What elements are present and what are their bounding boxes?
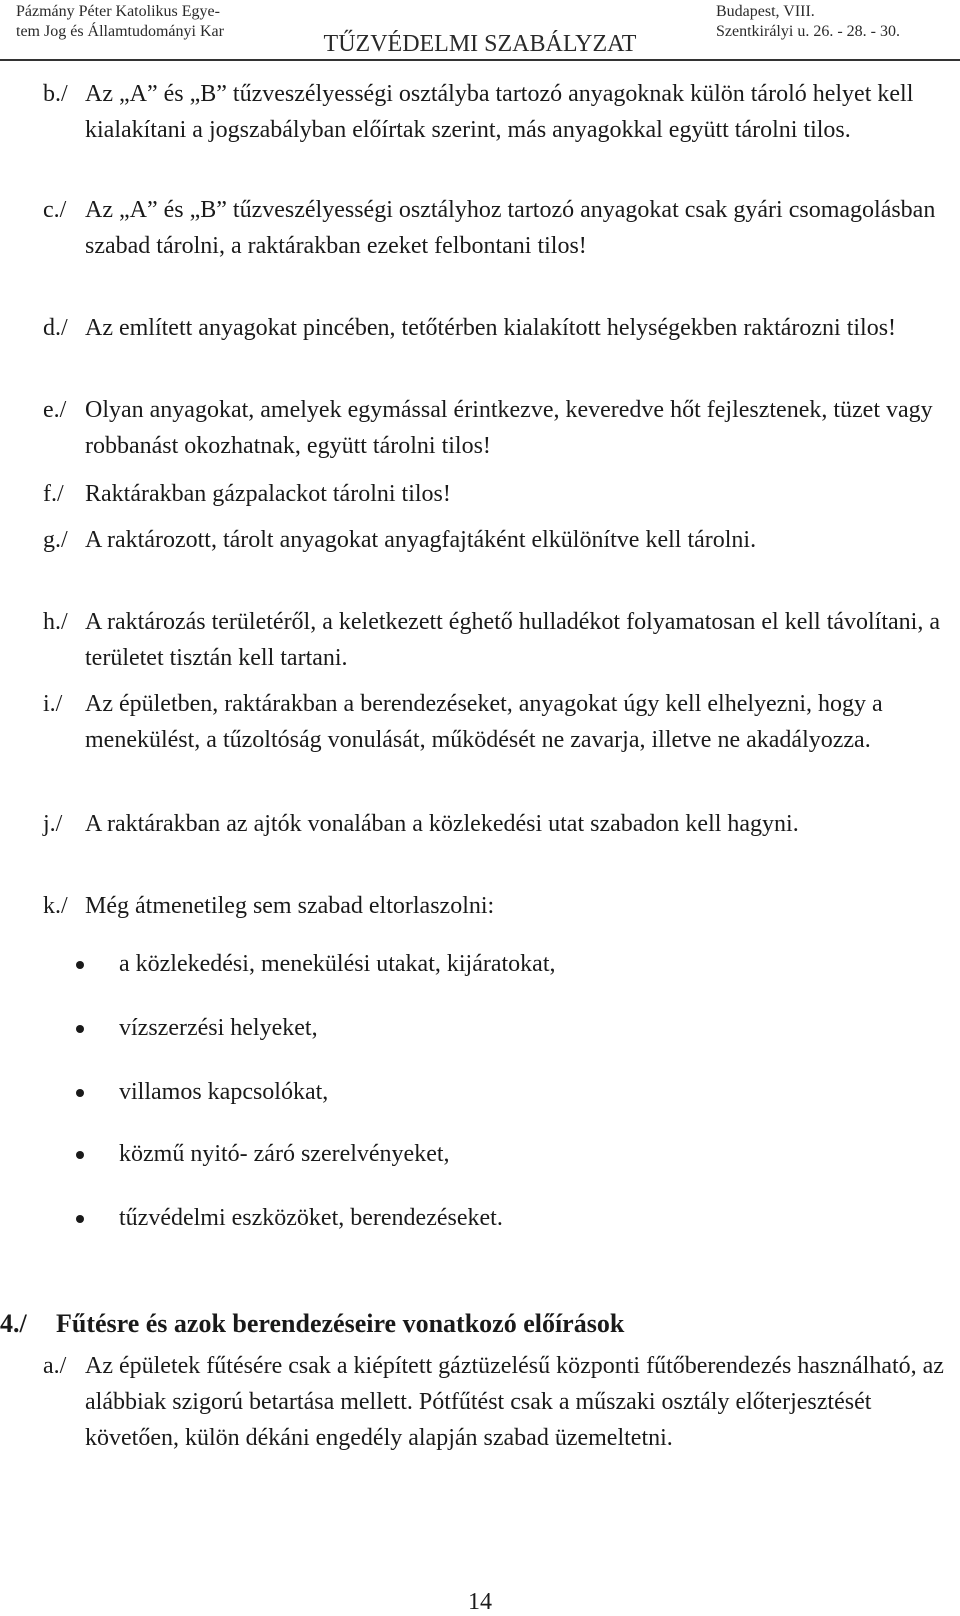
list-item-text: Még átmenetileg sem szabad eltorlaszolni:: [85, 893, 495, 919]
bullet-icon: [76, 1215, 84, 1223]
bullet-text: közmű nyitó- záró szerelvényeket,: [119, 1141, 450, 1167]
list-item-label: k./: [43, 893, 68, 919]
list-item-label: a./: [43, 1353, 67, 1379]
list-item-label: b./: [43, 81, 68, 107]
bullet-icon: [76, 1089, 84, 1097]
bullet-text: tűzvédelmi eszközöket, berendezéseket.: [119, 1205, 503, 1231]
list-item-text: Olyan anyagokat, amelyek egymással érintkezve, keveredve hőt fejlesztenek, tüzet vagy robbanást okozhatnak, együtt tárolni tilos!: [85, 397, 933, 459]
bullet-text: villamos kapcsolókat,: [119, 1079, 329, 1105]
page-header: [0, 0, 960, 62]
list-item-label: g./: [43, 527, 68, 553]
bullet-icon: [76, 961, 84, 969]
list-item-text: Az épületben, raktárakban a berendezéseket, anyagokat úgy kell elhelyezni, hogy a menekülést, a tűzoltóság vonulását, működését ne zavarja, illetve ne akadályozza.: [85, 691, 883, 753]
header-institution-line1: Pázmány Péter Katolikus Egye-: [16, 3, 220, 20]
list-item-label: c./: [43, 197, 67, 223]
list-item-text: Az említett anyagokat pincében, tetőtérben kialakított helységekben raktározni tilos!: [85, 315, 897, 341]
list-item-label: d./: [43, 315, 68, 341]
bullet-text: a közlekedési, menekülési utakat, kijáratokat,: [119, 951, 556, 977]
header-address-line1: Budapest, VIII.: [716, 3, 815, 20]
list-item-label: h./: [43, 609, 68, 635]
list-item-label: f./: [43, 481, 64, 507]
section-number: 4./: [0, 1309, 27, 1338]
header-address-line2: Szentkirályi u. 26. - 28. - 30.: [716, 23, 900, 40]
bullet-icon: [76, 1151, 84, 1159]
list-item-text: A raktározás területéről, a keletkezett éghető hulladékot folyamatosan el kell távolítani, a területet tisztán kell tartani.: [85, 609, 940, 671]
header-institution-line2: tem Jog és Államtudományi Kar: [16, 23, 224, 40]
list-item-text: Az „A” és „B” tűzveszélyességi osztályhoz tartozó anyagokat csak gyári csomagolásban szabad tárolni, a raktárakban ezeket felbontani tilos!: [85, 197, 936, 259]
list-item-text: Az „A” és „B” tűzveszélyességi osztályba tartozó anyagoknak külön tároló helyet kell kialakítani a jogszabályban előírtak szerint, más anyagokkal együtt tárolni tilos.: [85, 81, 914, 143]
header-address: [716, 2, 900, 42]
list-item-text: A raktározott, tárolt anyagokat anyagfajtáként elkülönítve kell tárolni.: [85, 527, 757, 553]
page-number: 14: [468, 1589, 492, 1615]
list-item-text: A raktárakban az ajtók vonalában a közlekedési utat szabadon kell hagyni.: [85, 811, 799, 837]
list-item-label: i./: [43, 691, 63, 717]
bullet-text: vízszerzési helyeket,: [119, 1015, 318, 1041]
header-rule: [0, 59, 960, 61]
list-item-text: Az épületek fűtésére csak a kiépített gáztüzelésű központi fűtőberendezés használható, az alábbiak szigorú betartása mellett. Pótfűtést csak a műszaki osztály előterjesztését követően, külön dékáni engedély alapján szabad üzemeltetni.: [85, 1353, 944, 1451]
bullet-icon: [76, 1025, 84, 1033]
list-item-text: Raktárakban gázpalackot tárolni tilos!: [85, 481, 451, 507]
list-item-label: e./: [43, 397, 67, 423]
section-title: Fűtésre és azok berendezéseire vonatkozó előírások: [56, 1309, 625, 1338]
header-document-title: TŰZVÉDELMI SZABÁLYZAT: [323, 31, 637, 57]
list-item-label: j./: [43, 811, 63, 837]
